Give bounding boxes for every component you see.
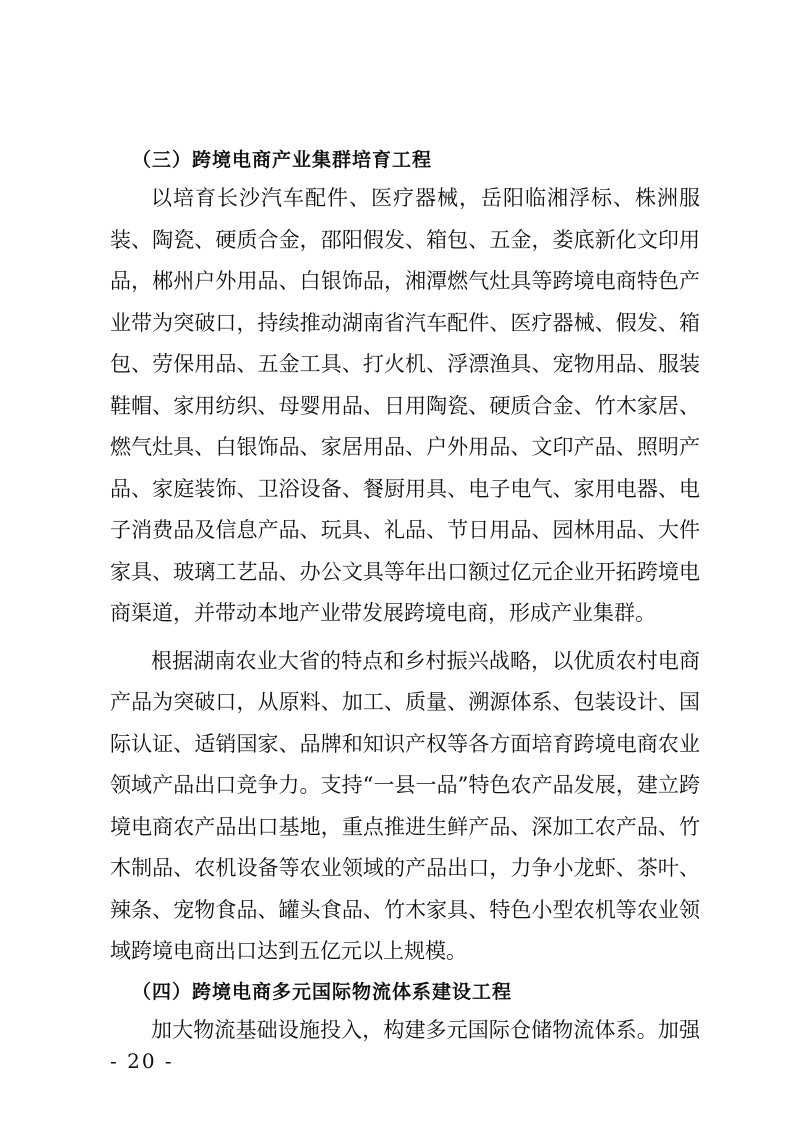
paragraph-line: 家具、玻璃工艺品、办公文具等年出口额过亿元企业开拓跨境电 — [110, 559, 700, 584]
paragraph-line: 领域产品出口竞争力。支持“一县一品”特色农产品发展，建立跨 — [110, 773, 700, 797]
paragraph-line: 境电商农产品出口基地，重点推进生鲜产品、深加工农产品、竹 — [110, 814, 700, 839]
paragraph-line: 加大物流基础设施投入，构建多元国际仓储物流体系。加强 — [151, 1017, 700, 1042]
paragraph-line: 燃气灶具、白银饰品、家居用品、户外用品、文印产品、照明产 — [110, 435, 700, 459]
section-4-paragraph-1 — [110, 1010, 700, 1052]
paragraph-line: 品，郴州户外用品、白银饰品，湘潭燃气灶具等跨境电商特色产 — [110, 269, 700, 293]
paragraph-line: 业带为突破口，持续推动湖南省汽车配件、医疗器械、假发、箱 — [110, 310, 700, 335]
paragraph-line: 辣条、宠物食品、罐头食品、竹木家具、特色小型农机等农业领 — [110, 897, 700, 922]
paragraph-line: 域跨境电商出口达到五亿元以上规模。 — [110, 939, 467, 963]
paragraph-line: 产品为突破口，从原料、加工、质量、溯源体系、包装设计、国 — [110, 690, 700, 714]
paragraph-line: 子消费品及信息产品、玩具、礼品、节日用品、园林用品、大件 — [110, 518, 700, 542]
section-3-paragraph-1 — [110, 178, 700, 635]
section-heading-3: （三）跨境电商产业集群培育工程 — [132, 149, 433, 171]
paragraph-line: 商渠道，并带动本地产业带发展跨境电商，形成产业集群。 — [110, 601, 656, 625]
paragraph-line: 鞋帽、家用纺织、母婴用品、日用陶瓷、硬质合金、竹木家居、 — [110, 393, 700, 418]
paragraph-line: 际认证、适销国家、品牌和知识产权等各方面培育跨境电商农业 — [110, 731, 700, 756]
paragraph-line: 品、家庭装饰、卫浴设备、餐厨用具、电子电气、家用电器、电 — [110, 476, 700, 501]
section-3-paragraph-2 — [110, 641, 700, 973]
paragraph-line: 根据湖南农业大省的特点和乡村振兴战略，以优质农村电商 — [151, 648, 700, 673]
paragraph-line: 木制品、农机设备等农业领域的产品出口，力争小龙虾、茶叶、 — [110, 856, 700, 880]
page-content — [110, 143, 700, 1051]
section-heading-4: （四）跨境电商多元国际物流体系建设工程 — [132, 980, 513, 1003]
paragraph-line: 包、劳保用品、五金工具、打火机、浮漂渔具、宠物用品、服装 — [110, 352, 700, 376]
paragraph-line: 以培育长沙汽车配件、医疗器械，岳阳临湘浮标、株洲服 — [151, 186, 700, 210]
page-number: - 20 - — [110, 1049, 174, 1073]
paragraph-line: 装、陶瓷、硬质合金，邵阳假发、箱包、五金，娄底新化文印用 — [110, 227, 700, 252]
